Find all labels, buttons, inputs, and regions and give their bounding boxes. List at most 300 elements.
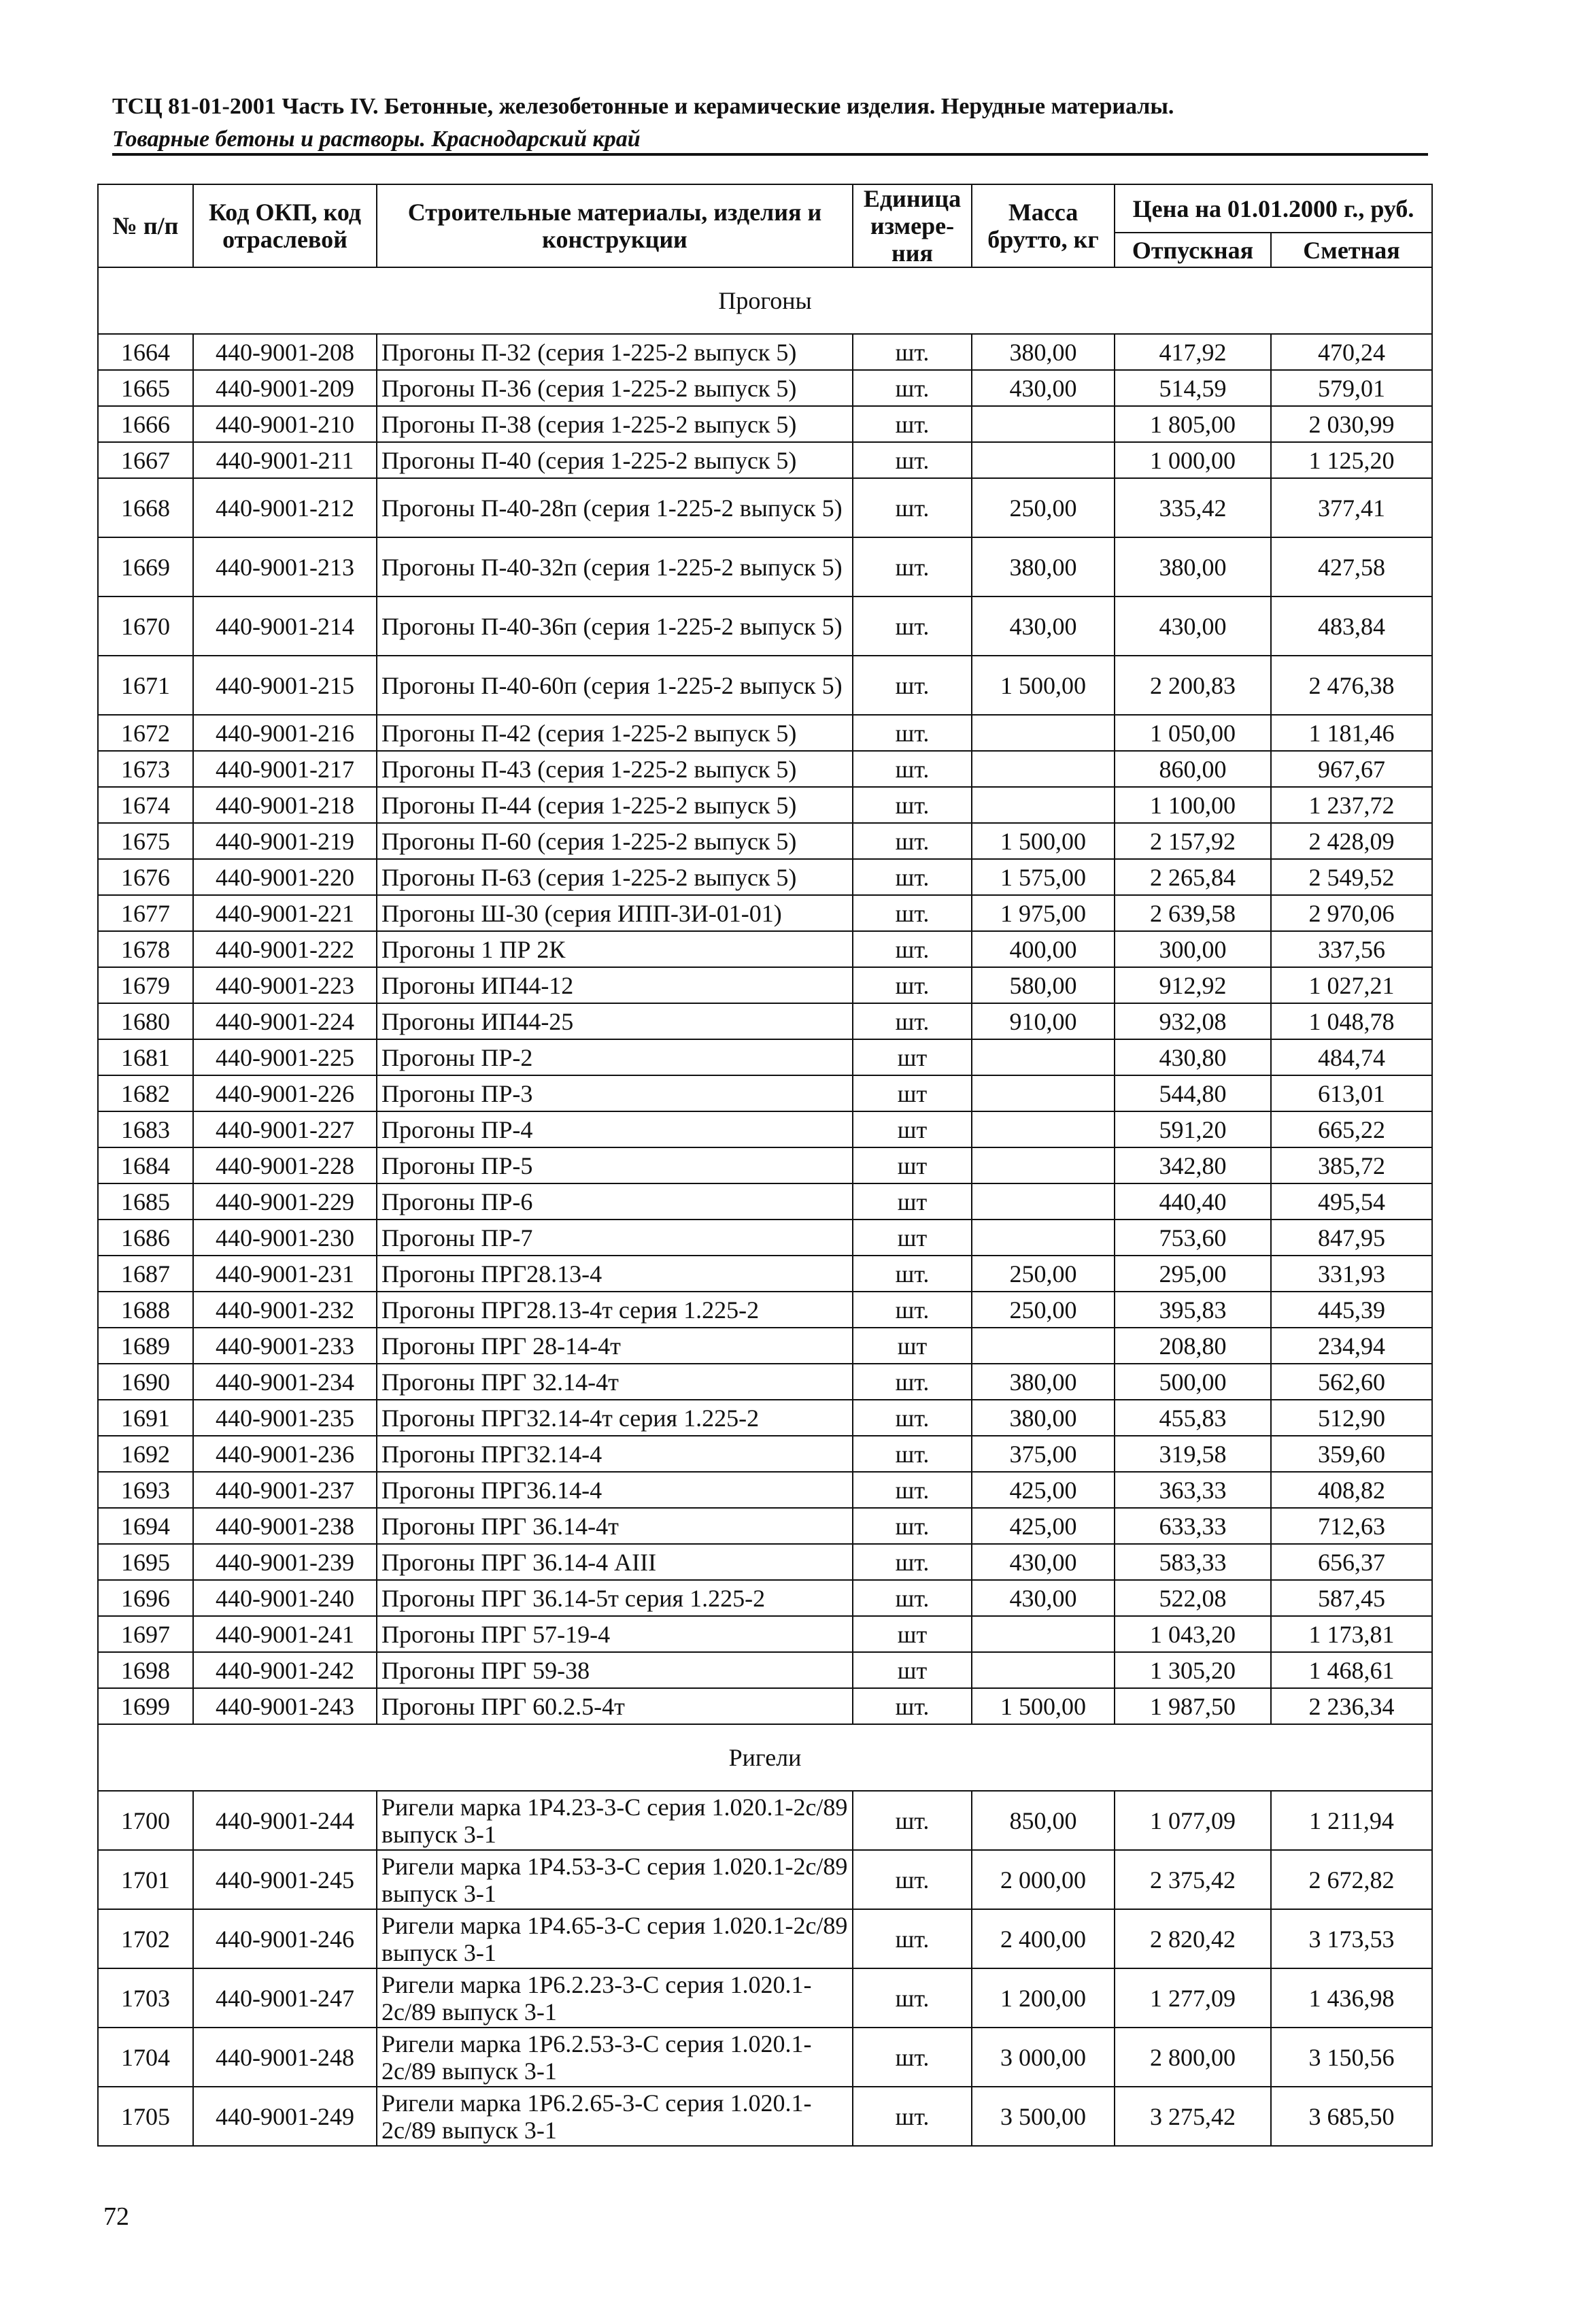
estimate-price-cell: 2 236,34 [1271, 1688, 1432, 1724]
col-release-header: Отпускная [1115, 233, 1271, 267]
estimate-price-cell: 470,24 [1271, 334, 1432, 370]
okp-code-cell: 440-9001-231 [193, 1256, 377, 1292]
mass-cell [972, 1652, 1115, 1688]
okp-code-cell: 440-9001-243 [193, 1688, 377, 1724]
row-number-cell: 1667 [98, 442, 193, 478]
estimate-price-cell: 408,82 [1271, 1472, 1432, 1508]
table-row [98, 1508, 1432, 1544]
estimate-price-cell: 1 181,46 [1271, 715, 1432, 751]
section-title: Прогоны [98, 267, 1432, 334]
okp-code-cell: 440-9001-223 [193, 967, 377, 1003]
unit-cell: шт. [853, 859, 972, 895]
release-price-cell: 633,33 [1115, 1508, 1271, 1544]
table-row [98, 1850, 1432, 1909]
item-name-cell: Прогоны П-60 (серия 1-225-2 выпуск 5) [377, 823, 853, 859]
table-row [98, 1580, 1432, 1616]
section-title: Ригели [98, 1724, 1432, 1791]
item-name-cell: Прогоны П-40-28п (серия 1-225-2 выпуск 5) [377, 478, 853, 537]
mass-cell: 1 975,00 [972, 895, 1115, 931]
item-name-cell: Прогоны ПРГ 28-14-4т [377, 1328, 853, 1364]
mass-cell: 430,00 [972, 596, 1115, 656]
mass-cell: 1 500,00 [972, 656, 1115, 715]
unit-cell: шт. [853, 1364, 972, 1400]
mass-cell: 1 575,00 [972, 859, 1115, 895]
unit-cell: шт. [853, 1968, 972, 2028]
estimate-price-cell: 712,63 [1271, 1508, 1432, 1544]
table-row [98, 1003, 1432, 1039]
unit-cell: шт. [853, 406, 972, 442]
okp-code-cell: 440-9001-245 [193, 1850, 377, 1909]
release-price-cell: 860,00 [1115, 751, 1271, 787]
unit-cell: шт. [853, 1400, 972, 1436]
okp-code-cell: 440-9001-215 [193, 656, 377, 715]
item-name-cell: Ригели марка 1Р4.65-3-С серия 1.020.1-2с/89 выпуск 3-1 [377, 1909, 853, 1968]
estimate-price-cell: 1 173,81 [1271, 1616, 1432, 1652]
row-number-cell: 1670 [98, 596, 193, 656]
item-name-cell: Прогоны ПРГ32.14-4 [377, 1436, 853, 1472]
okp-code-cell: 440-9001-249 [193, 2087, 377, 2146]
release-price-cell: 455,83 [1115, 1400, 1271, 1436]
okp-code-cell: 440-9001-210 [193, 406, 377, 442]
row-number-cell: 1673 [98, 751, 193, 787]
release-price-cell: 295,00 [1115, 1256, 1271, 1292]
item-name-cell: Прогоны ПРГ28.13-4т серия 1.225-2 [377, 1292, 853, 1328]
table-row [98, 787, 1432, 823]
release-price-cell: 1 987,50 [1115, 1688, 1271, 1724]
mass-cell [972, 1147, 1115, 1183]
okp-code-cell: 440-9001-232 [193, 1292, 377, 1328]
mass-cell: 250,00 [972, 1256, 1115, 1292]
unit-cell: шт. [853, 656, 972, 715]
okp-code-cell: 440-9001-234 [193, 1364, 377, 1400]
estimate-price-cell: 359,60 [1271, 1436, 1432, 1472]
estimate-price-cell: 331,93 [1271, 1256, 1432, 1292]
estimate-price-cell: 3 150,56 [1271, 2028, 1432, 2087]
okp-code-cell: 440-9001-246 [193, 1909, 377, 1968]
okp-code-cell: 440-9001-235 [193, 1400, 377, 1436]
item-name-cell: Прогоны ПР-6 [377, 1183, 853, 1220]
item-name-cell: Прогоны П-44 (серия 1-225-2 выпуск 5) [377, 787, 853, 823]
estimate-price-cell: 2 549,52 [1271, 859, 1432, 895]
table-row [98, 1652, 1432, 1688]
table-row [98, 1111, 1432, 1147]
table-row [98, 1436, 1432, 1472]
estimate-price-cell: 1 048,78 [1271, 1003, 1432, 1039]
mass-cell: 3 000,00 [972, 2028, 1115, 2087]
item-name-cell: Ригели марка 1Р6.2.23-3-С серия 1.020.1-2с/89 выпуск 3-1 [377, 1968, 853, 2028]
unit-cell: шт [853, 1147, 972, 1183]
okp-code-cell: 440-9001-220 [193, 859, 377, 895]
mass-cell [972, 1075, 1115, 1111]
mass-cell: 250,00 [972, 1292, 1115, 1328]
mass-cell: 430,00 [972, 1580, 1115, 1616]
okp-code-cell: 440-9001-248 [193, 2028, 377, 2087]
item-name-cell: Прогоны ПР-3 [377, 1075, 853, 1111]
estimate-price-cell: 613,01 [1271, 1075, 1432, 1111]
unit-cell: шт [853, 1616, 972, 1652]
row-number-cell: 1692 [98, 1436, 193, 1472]
okp-code-cell: 440-9001-247 [193, 1968, 377, 2028]
mass-cell: 430,00 [972, 1544, 1115, 1580]
row-number-cell: 1697 [98, 1616, 193, 1652]
release-price-cell: 583,33 [1115, 1544, 1271, 1580]
item-name-cell: Прогоны ПРГ28.13-4 [377, 1256, 853, 1292]
table-row [98, 1183, 1432, 1220]
table-row [98, 859, 1432, 895]
okp-code-cell: 440-9001-226 [193, 1075, 377, 1111]
okp-code-cell: 440-9001-230 [193, 1220, 377, 1256]
mass-cell: 3 500,00 [972, 2087, 1115, 2146]
release-price-cell: 932,08 [1115, 1003, 1271, 1039]
release-price-cell: 514,59 [1115, 370, 1271, 406]
unit-cell: шт. [853, 1544, 972, 1580]
item-name-cell: Прогоны ПР-2 [377, 1039, 853, 1075]
estimate-price-cell: 1 125,20 [1271, 442, 1432, 478]
item-name-cell: Прогоны П-32 (серия 1-225-2 выпуск 5) [377, 334, 853, 370]
estimate-price-cell: 587,45 [1271, 1580, 1432, 1616]
mass-cell [972, 442, 1115, 478]
estimate-price-cell: 2 428,09 [1271, 823, 1432, 859]
row-number-cell: 1679 [98, 967, 193, 1003]
okp-code-cell: 440-9001-225 [193, 1039, 377, 1075]
table-row [98, 1147, 1432, 1183]
estimate-price-cell: 847,95 [1271, 1220, 1432, 1256]
item-name-cell: Ригели марка 1Р6.2.53-3-С серия 1.020.1-2с/89 выпуск 3-1 [377, 2028, 853, 2087]
okp-code-cell: 440-9001-244 [193, 1791, 377, 1850]
mass-cell: 380,00 [972, 1400, 1115, 1436]
mass-cell [972, 1616, 1115, 1652]
table-row [98, 1472, 1432, 1508]
table-row [98, 1400, 1432, 1436]
mass-cell [972, 1183, 1115, 1220]
release-price-cell: 1 000,00 [1115, 442, 1271, 478]
table-row [98, 1909, 1432, 1968]
mass-cell: 1 200,00 [972, 1968, 1115, 2028]
table-row [98, 478, 1432, 537]
estimate-price-cell: 1 237,72 [1271, 787, 1432, 823]
release-price-cell: 430,80 [1115, 1039, 1271, 1075]
unit-cell: шт. [853, 2028, 972, 2087]
okp-code-cell: 440-9001-239 [193, 1544, 377, 1580]
okp-code-cell: 440-9001-242 [193, 1652, 377, 1688]
estimate-price-cell: 1 468,61 [1271, 1652, 1432, 1688]
unit-cell: шт. [853, 1508, 972, 1544]
mass-cell [972, 1039, 1115, 1075]
mass-cell: 2 400,00 [972, 1909, 1115, 1968]
table-row [98, 1544, 1432, 1580]
mass-cell [972, 787, 1115, 823]
section-row [98, 1724, 1432, 1791]
table-header [98, 184, 1432, 267]
unit-cell: шт. [853, 1003, 972, 1039]
okp-code-cell: 440-9001-222 [193, 931, 377, 967]
table-row [98, 1256, 1432, 1292]
row-number-cell: 1687 [98, 1256, 193, 1292]
unit-cell: шт. [853, 715, 972, 751]
release-price-cell: 522,08 [1115, 1580, 1271, 1616]
item-name-cell: Прогоны П-40-32п (серия 1-225-2 выпуск 5) [377, 537, 853, 596]
item-name-cell: Прогоны ПРГ 36.14-4т [377, 1508, 853, 1544]
okp-code-cell: 440-9001-214 [193, 596, 377, 656]
mass-cell [972, 751, 1115, 787]
table-row [98, 823, 1432, 859]
mass-cell: 430,00 [972, 370, 1115, 406]
item-name-cell: Прогоны ПРГ 59-38 [377, 1652, 853, 1688]
row-number-cell: 1681 [98, 1039, 193, 1075]
okp-code-cell: 440-9001-240 [193, 1580, 377, 1616]
release-price-cell: 500,00 [1115, 1364, 1271, 1400]
table-row [98, 370, 1432, 406]
estimate-price-cell: 562,60 [1271, 1364, 1432, 1400]
release-price-cell: 417,92 [1115, 334, 1271, 370]
page-number: 72 [103, 2202, 129, 2231]
mass-cell: 1 500,00 [972, 823, 1115, 859]
item-name-cell: Прогоны ПРГ 36.14-5т серия 1.225-2 [377, 1580, 853, 1616]
row-number-cell: 1695 [98, 1544, 193, 1580]
row-number-cell: 1705 [98, 2087, 193, 2146]
item-name-cell: Прогоны П-42 (серия 1-225-2 выпуск 5) [377, 715, 853, 751]
release-price-cell: 912,92 [1115, 967, 1271, 1003]
mass-cell: 850,00 [972, 1791, 1115, 1850]
col-num-header: № п/п [98, 184, 193, 267]
estimate-price-cell: 967,67 [1271, 751, 1432, 787]
mass-cell: 250,00 [972, 478, 1115, 537]
mass-cell: 425,00 [972, 1508, 1115, 1544]
row-number-cell: 1683 [98, 1111, 193, 1147]
estimate-price-cell: 2 970,06 [1271, 895, 1432, 931]
mass-cell: 380,00 [972, 1364, 1115, 1400]
item-name-cell: Прогоны ПРГ 36.14-4 АIII [377, 1544, 853, 1580]
section-row [98, 267, 1432, 334]
estimate-price-cell: 337,56 [1271, 931, 1432, 967]
row-number-cell: 1701 [98, 1850, 193, 1909]
row-number-cell: 1671 [98, 656, 193, 715]
mass-cell [972, 1111, 1115, 1147]
row-number-cell: 1666 [98, 406, 193, 442]
row-number-cell: 1672 [98, 715, 193, 751]
unit-cell: шт. [853, 823, 972, 859]
okp-code-cell: 440-9001-218 [193, 787, 377, 823]
okp-code-cell: 440-9001-224 [193, 1003, 377, 1039]
release-price-cell: 2 265,84 [1115, 859, 1271, 895]
row-number-cell: 1684 [98, 1147, 193, 1183]
unit-cell: шт. [853, 931, 972, 967]
mass-cell: 580,00 [972, 967, 1115, 1003]
unit-cell: шт. [853, 1688, 972, 1724]
okp-code-cell: 440-9001-213 [193, 537, 377, 596]
mass-cell: 375,00 [972, 1436, 1115, 1472]
unit-cell: шт. [853, 596, 972, 656]
release-price-cell: 753,60 [1115, 1220, 1271, 1256]
col-name-header: Строительные материалы, изделия и конструкции [377, 184, 853, 267]
okp-code-cell: 440-9001-211 [193, 442, 377, 478]
table-row [98, 1616, 1432, 1652]
okp-code-cell: 440-9001-212 [193, 478, 377, 537]
release-price-cell: 363,33 [1115, 1472, 1271, 1508]
release-price-cell: 2 639,58 [1115, 895, 1271, 931]
unit-cell: шт [853, 1183, 972, 1220]
row-number-cell: 1678 [98, 931, 193, 967]
table-row [98, 931, 1432, 967]
release-price-cell: 2 800,00 [1115, 2028, 1271, 2087]
row-number-cell: 1689 [98, 1328, 193, 1364]
unit-cell: шт [853, 1111, 972, 1147]
release-price-cell: 208,80 [1115, 1328, 1271, 1364]
mass-cell: 400,00 [972, 931, 1115, 967]
release-price-cell: 3 275,42 [1115, 2087, 1271, 2146]
release-price-cell: 380,00 [1115, 537, 1271, 596]
item-name-cell: Прогоны ПРГ32.14-4т серия 1.225-2 [377, 1400, 853, 1436]
release-price-cell: 430,00 [1115, 596, 1271, 656]
table-row [98, 406, 1432, 442]
table-row [98, 1688, 1432, 1724]
row-number-cell: 1686 [98, 1220, 193, 1256]
row-number-cell: 1682 [98, 1075, 193, 1111]
estimate-price-cell: 2 030,99 [1271, 406, 1432, 442]
col-estimate-header: Сметная [1271, 233, 1432, 267]
table-row [98, 537, 1432, 596]
unit-cell: шт. [853, 787, 972, 823]
document-header: ТСЦ 81-01-2001 Часть IV. Бетонные, железобетонные и керамические изделия. Нерудные материалы. [112, 94, 1174, 119]
estimate-price-cell: 512,90 [1271, 1400, 1432, 1436]
row-number-cell: 1698 [98, 1652, 193, 1688]
row-number-cell: 1680 [98, 1003, 193, 1039]
unit-cell: шт. [853, 1292, 972, 1328]
estimate-price-cell: 3 685,50 [1271, 2087, 1432, 2146]
okp-code-cell: 440-9001-219 [193, 823, 377, 859]
release-price-cell: 2 200,83 [1115, 656, 1271, 715]
item-name-cell: Прогоны П-40-36п (серия 1-225-2 выпуск 5) [377, 596, 853, 656]
row-number-cell: 1675 [98, 823, 193, 859]
item-name-cell: Прогоны ПР-4 [377, 1111, 853, 1147]
mass-cell [972, 406, 1115, 442]
estimate-price-cell: 234,94 [1271, 1328, 1432, 1364]
mass-cell [972, 1220, 1115, 1256]
row-number-cell: 1700 [98, 1791, 193, 1850]
unit-cell: шт. [853, 1791, 972, 1850]
row-number-cell: 1674 [98, 787, 193, 823]
release-price-cell: 300,00 [1115, 931, 1271, 967]
price-table [97, 184, 1433, 2147]
item-name-cell: Прогоны ПРГ 32.14-4т [377, 1364, 853, 1400]
estimate-price-cell: 445,39 [1271, 1292, 1432, 1328]
estimate-price-cell: 484,74 [1271, 1039, 1432, 1075]
row-number-cell: 1669 [98, 537, 193, 596]
unit-cell: шт. [853, 478, 972, 537]
estimate-price-cell: 427,58 [1271, 537, 1432, 596]
col-mass-header: Масса брутто, кг [972, 184, 1115, 267]
okp-code-cell: 440-9001-217 [193, 751, 377, 787]
item-name-cell: Прогоны ПРГ36.14-4 [377, 1472, 853, 1508]
okp-code-cell: 440-9001-228 [193, 1147, 377, 1183]
row-number-cell: 1668 [98, 478, 193, 537]
release-price-cell: 591,20 [1115, 1111, 1271, 1147]
row-number-cell: 1677 [98, 895, 193, 931]
mass-cell: 1 500,00 [972, 1688, 1115, 1724]
mass-cell [972, 1328, 1115, 1364]
unit-cell: шт [853, 1220, 972, 1256]
unit-cell: шт [853, 1039, 972, 1075]
table-row [98, 1968, 1432, 2028]
release-price-cell: 342,80 [1115, 1147, 1271, 1183]
release-price-cell: 2 157,92 [1115, 823, 1271, 859]
table-row [98, 1791, 1432, 1850]
mass-cell: 380,00 [972, 334, 1115, 370]
col-code-header: Код ОКП, код отраслевой [193, 184, 377, 267]
estimate-price-cell: 1 027,21 [1271, 967, 1432, 1003]
estimate-price-cell: 2 672,82 [1271, 1850, 1432, 1909]
table-row [98, 2028, 1432, 2087]
item-name-cell: Ригели марка 1Р4.23-3-С серия 1.020.1-2с/89 выпуск 3-1 [377, 1791, 853, 1850]
row-number-cell: 1702 [98, 1909, 193, 1968]
release-price-cell: 440,40 [1115, 1183, 1271, 1220]
table-row [98, 334, 1432, 370]
unit-cell: шт [853, 1652, 972, 1688]
item-name-cell: Прогоны П-63 (серия 1-225-2 выпуск 5) [377, 859, 853, 895]
item-name-cell: Прогоны Ш-30 (серия ИПП-3И-01-01) [377, 895, 853, 931]
estimate-price-cell: 579,01 [1271, 370, 1432, 406]
item-name-cell: Прогоны П-43 (серия 1-225-2 выпуск 5) [377, 751, 853, 787]
unit-cell: шт. [853, 1256, 972, 1292]
release-price-cell: 1 043,20 [1115, 1616, 1271, 1652]
release-price-cell: 319,58 [1115, 1436, 1271, 1472]
item-name-cell: Прогоны ПРГ 60.2.5-4т [377, 1688, 853, 1724]
okp-code-cell: 440-9001-237 [193, 1472, 377, 1508]
table-row [98, 715, 1432, 751]
unit-cell: шт. [853, 442, 972, 478]
release-price-cell: 2 375,42 [1115, 1850, 1271, 1909]
unit-cell: шт. [853, 967, 972, 1003]
table-row [98, 1075, 1432, 1111]
row-number-cell: 1693 [98, 1472, 193, 1508]
release-price-cell: 1 277,09 [1115, 1968, 1271, 2028]
row-number-cell: 1691 [98, 1400, 193, 1436]
document-subheader: Товарные бетоны и растворы. Краснодарский край [112, 127, 641, 152]
unit-cell: шт. [853, 1909, 972, 1968]
table-row [98, 1328, 1432, 1364]
row-number-cell: 1690 [98, 1364, 193, 1400]
row-number-cell: 1699 [98, 1688, 193, 1724]
release-price-cell: 544,80 [1115, 1075, 1271, 1111]
estimate-price-cell: 2 476,38 [1271, 656, 1432, 715]
row-number-cell: 1703 [98, 1968, 193, 2028]
estimate-price-cell: 483,84 [1271, 596, 1432, 656]
release-price-cell: 1 050,00 [1115, 715, 1271, 751]
release-price-cell: 1 100,00 [1115, 787, 1271, 823]
item-name-cell: Прогоны ПР-5 [377, 1147, 853, 1183]
unit-cell: шт. [853, 2087, 972, 2146]
estimate-price-cell: 377,41 [1271, 478, 1432, 537]
row-number-cell: 1676 [98, 859, 193, 895]
okp-code-cell: 440-9001-208 [193, 334, 377, 370]
item-name-cell: Ригели марка 1Р6.2.65-3-С серия 1.020.1-2с/89 выпуск 3-1 [377, 2087, 853, 2146]
release-price-cell: 1 077,09 [1115, 1791, 1271, 1850]
row-number-cell: 1664 [98, 334, 193, 370]
okp-code-cell: 440-9001-209 [193, 370, 377, 406]
col-unit-header: Единица измере-ния [853, 184, 972, 267]
item-name-cell: Прогоны П-38 (серия 1-225-2 выпуск 5) [377, 406, 853, 442]
estimate-price-cell: 1 211,94 [1271, 1791, 1432, 1850]
table-body [98, 267, 1432, 2146]
okp-code-cell: 440-9001-216 [193, 715, 377, 751]
unit-cell: шт. [853, 751, 972, 787]
unit-cell: шт. [853, 895, 972, 931]
row-number-cell: 1694 [98, 1508, 193, 1544]
item-name-cell: Прогоны П-40-60п (серия 1-225-2 выпуск 5) [377, 656, 853, 715]
release-price-cell: 1 805,00 [1115, 406, 1271, 442]
table-row [98, 656, 1432, 715]
mass-cell: 425,00 [972, 1472, 1115, 1508]
